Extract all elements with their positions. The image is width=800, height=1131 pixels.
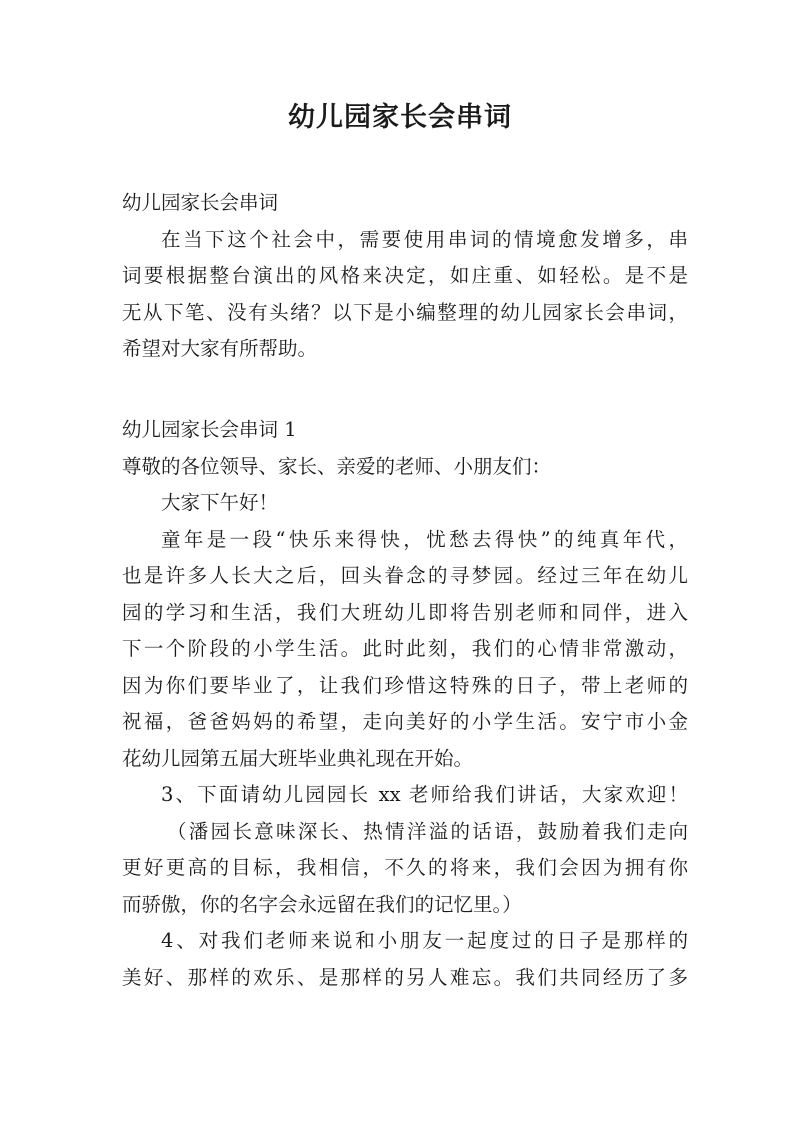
para4-line-1: 4、对我们老师来说和小朋友一起度过的日子是那样的 xyxy=(161,929,688,952)
para1-line-6: 祝福，爸爸妈妈的希望，走向美好的小学生活。安宁市小金 xyxy=(122,710,688,733)
subtitle: 幼儿园家长会串词 xyxy=(122,191,279,214)
para1-line-3: 园的学习和生活，我们大班幼儿即将告别老师和同伴，进入 xyxy=(122,600,688,624)
section-heading: 幼儿园家长会串词 1 xyxy=(122,418,297,441)
para4-line-2: 美好、那样的欢乐、是那样的另人难忘。我们共同经历了多 xyxy=(122,965,688,989)
para1-line-2: 也是许多人长大之后，回头眷念的寻梦园。经过三年在幼儿 xyxy=(122,564,688,587)
document-title: 幼儿园家长会串词 xyxy=(288,102,512,133)
para3-line-3: 而骄傲，你的名字会永远留在我们的记忆里。） xyxy=(122,892,522,916)
intro-line-4: 希望对大家有所帮助。 xyxy=(122,337,318,360)
para3-line-2: 更好更高的目标，我相信，不久的将来，我们会因为拥有你 xyxy=(122,856,688,879)
intro-line-1: 在当下这个社会中，需要使用串词的情境愈发增多，串 xyxy=(161,227,688,251)
para1-line-7: 花幼儿园第五届大班毕业典礼现在开始。 xyxy=(122,746,474,770)
para1-line-5: 因为你们要毕业了，让我们珍惜这特殊的日子，带上老师的 xyxy=(122,673,688,697)
salutation: 尊敬的各位领导、家长、亲爱的老师、小朋友们： xyxy=(122,454,552,478)
intro-line-2: 词要根据整台演出的风格来决定，如庄重、如轻松。是不是 xyxy=(122,264,688,287)
body-section xyxy=(122,412,688,996)
para3-line-1: （潘园长意味深长、热情洋溢的话语，鼓励着我们走向 xyxy=(167,819,688,843)
para2-line: 3、下面请幼儿园园长 xx 老师给我们讲话，大家欢迎！ xyxy=(161,783,688,806)
greeting: 大家下午好！ xyxy=(161,491,279,514)
intro-line-3: 无从下笔、没有头绪？以下是小编整理的幼儿园家长会串词， xyxy=(122,300,688,324)
para1-line-1: 童年是一段“快乐来得快，忧愁去得快”的纯真年代， xyxy=(161,527,688,551)
para1-line-4: 下一个阶段的小学生活。此时此刻，我们的心情非常激动， xyxy=(122,637,688,660)
intro-section xyxy=(122,185,688,368)
